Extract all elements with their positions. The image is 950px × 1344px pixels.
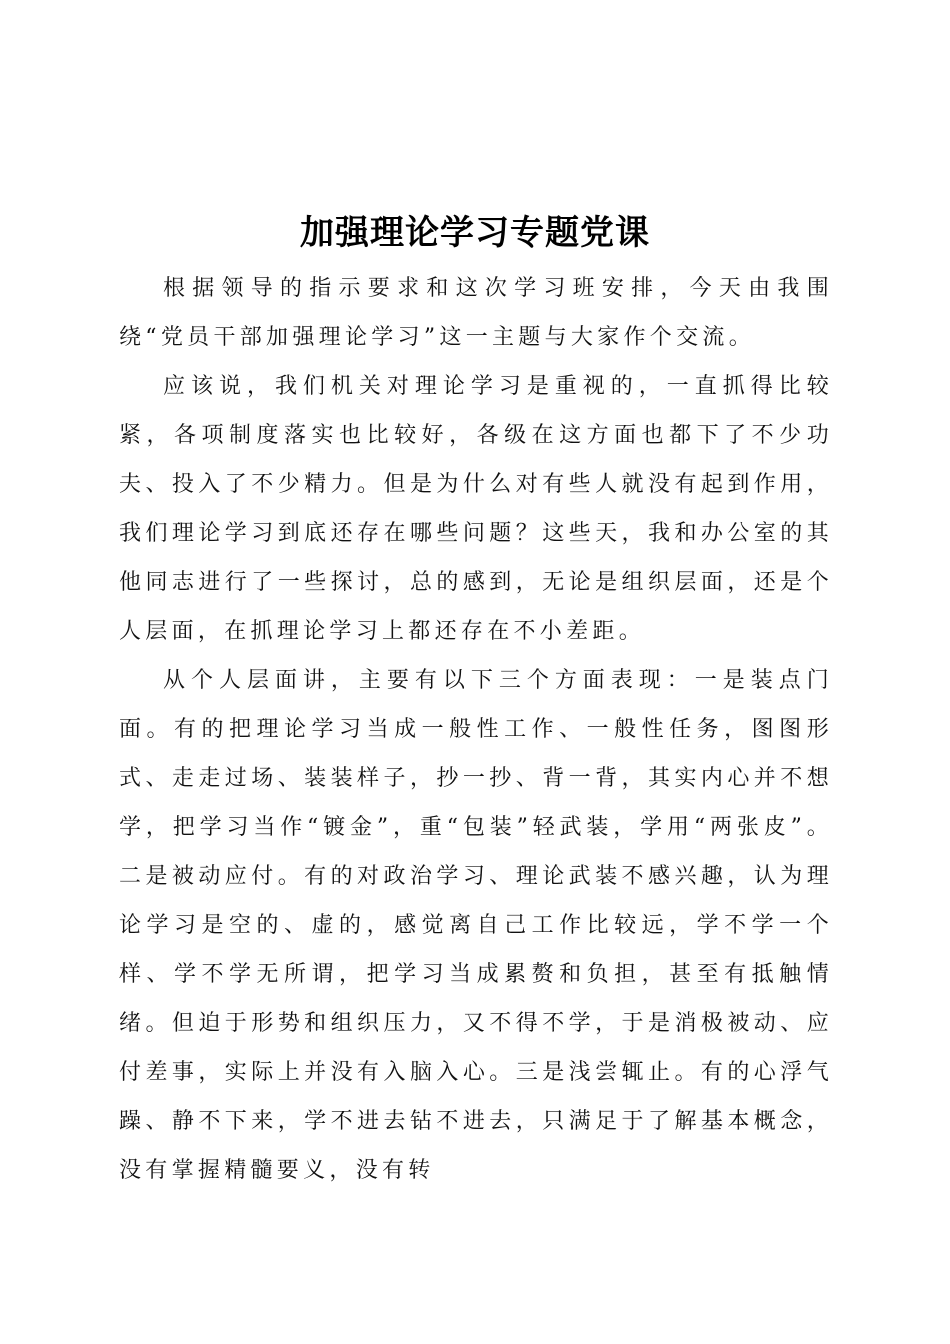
paragraph-intro: 根据领导的指示要求和这次学习班安排，今天由我围绕“党员干部加强理论学习”这一主题与大家作个交流。 — [119, 276, 833, 350]
document-body — [119, 264, 833, 1195]
paragraph-problems: 应该说，我们机关对理论学习是重视的，一直抓得比较紧，各项制度落实也比较好，各级在这方面也都下了不少功夫、投入了不少精力。但是为什么对有些人就没有起到作用，我们理论学习到底还存在哪些问题？这些天，我和办公室的其他同志进行了一些探讨，总的感到，无论是组织层面，还是个人层面，在抓理论学习上都还存在不小差距。 — [119, 374, 833, 644]
paragraph-individual-level: 从个人层面讲，主要有以下三个方面表现：一是装点门面。有的把理论学习当成一般性工作、一般性任务，图图形式、走走过场、装装样子，抄一抄、背一背，其实内心并不想学，把学习当作“镀金”，重“包装”轻武装，学用“两张皮”。二是被动应付。有的对政治学习、理论武装不感兴趣，认为理论学习是空的、虚的，感觉离自己工作比较远，学不学一个样、学不学无所谓，把学习当成累赘和负担，甚至有抵触情绪。但迫于形势和组织压力，又不得不学，于是消极被动、应付差事，实际上并没有入脑入心。三是浅尝辄止。有的心浮气躁、静不下来，学不进去钻不进去，只满足于了解基本概念，没有掌握精髓要义，没有转 — [119, 668, 833, 1183]
document-title: 加强理论学习专题党课 — [300, 212, 650, 253]
